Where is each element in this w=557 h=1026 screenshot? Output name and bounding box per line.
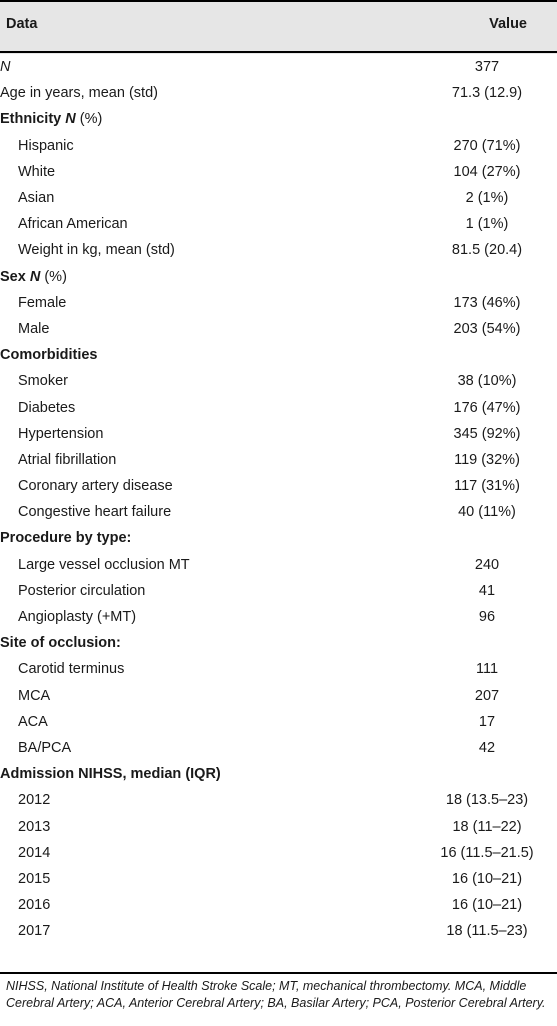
row-value: 38 (10%) [457,373,517,390]
row-label: Posterior circulation [18,582,146,599]
table-row [0,499,557,525]
row-label: Age in years, mean (std) [0,85,158,102]
row-label-bold: Ethnicity [0,111,66,128]
table-row [0,473,557,499]
bottom-rule [0,972,557,974]
table-row [0,892,557,918]
row-value: 176 (47%) [453,399,521,416]
row-value [417,525,557,551]
table-row [0,185,557,211]
row-value: 18 (11–22) [452,818,522,835]
row-value [417,761,557,787]
row-label: African American [18,216,128,233]
row-label: Asian [18,190,55,207]
row-label: White [18,163,56,180]
table-row [0,866,557,892]
row-value: 203 (54%) [453,320,521,337]
row-label: Large vessel occlusion MT [18,556,190,573]
table-row [0,787,557,813]
table-row [0,761,557,787]
header-rule [0,51,557,53]
row-value: 270 (71%) [453,137,521,154]
row-value: 16 (10–21) [451,897,523,914]
row-value: 42 [478,739,496,756]
row-label-bold: Sex [0,268,30,285]
table-row [0,394,557,420]
table-row [0,578,557,604]
row-value: 71.3 (12.9) [451,85,523,102]
row-label: Smoker [18,373,68,390]
row-value: 1 (1%) [465,216,509,233]
row-value: 117 (31%) [454,478,520,495]
row-label [0,264,417,290]
row-value: 17 [478,713,496,730]
row-value [417,106,557,132]
table-row [0,604,557,630]
row-label: BA/PCA [18,739,72,756]
row-label: MCA [18,687,51,704]
table-row [0,813,557,839]
row-label: Hypertension [18,425,104,442]
row-label: N [0,59,11,76]
row-label-italic: N [29,268,41,285]
data-table [0,54,557,944]
row-label: Comorbidities [0,347,98,364]
table-row [0,840,557,866]
table-body [0,54,557,944]
table-row [0,735,557,761]
row-label: Weight in kg, mean (std) [18,242,175,259]
table-footnote: NIHSS, National Institute of Health Stroke Scale; MT, mechanical thrombectomy. MCA, Middle Cerebral Artery; ACA, Anterior Cerebral Artery; BA, Basilar Artery; PCA, Posterior Cerebral Artery. [6,979,546,1010]
row-label: Male [18,320,50,337]
table-row [0,106,557,132]
row-value [417,264,557,290]
table-row [0,211,557,237]
table-row [0,630,557,656]
row-label: Congestive heart failure [18,504,172,521]
row-label: 2013 [18,818,51,835]
row-label [0,106,417,132]
column-header-data: Data [6,16,38,32]
table-row [0,421,557,447]
row-label: Angioplasty (+MT) [18,609,137,626]
row-value: 240 [474,556,500,573]
table-row [0,342,557,368]
table-row [0,709,557,735]
row-value: 207 [474,687,500,704]
row-value: 377 [474,59,500,76]
row-value: 345 (92%) [453,425,521,442]
table-row [0,80,557,106]
row-value: 16 (11.5–21.5) [440,844,534,861]
row-value: 18 (13.5–23) [445,792,529,809]
row-label-rest: (%) [40,268,67,285]
row-value: 104 (27%) [453,163,521,180]
table-row [0,683,557,709]
top-rule [0,0,557,2]
row-label: ACA [18,713,48,730]
table-row [0,290,557,316]
table-row [0,525,557,551]
row-value: 40 (11%) [458,504,516,521]
table-row [0,447,557,473]
row-label: Atrial fibrillation [18,451,117,468]
column-header-value: Value [489,16,527,32]
table-row [0,264,557,290]
row-value: 18 (11.5–23) [446,923,528,940]
row-value: 111 [475,661,499,678]
row-label: Site of occlusion: [0,635,121,652]
row-label: 2016 [18,897,51,914]
row-label: 2012 [18,792,51,809]
table-row [0,368,557,394]
row-value: 2 (1%) [465,190,509,207]
table-row [0,656,557,682]
row-label: Admission NIHSS, median (IQR) [0,766,221,783]
row-label: Diabetes [18,399,76,416]
table-row [0,552,557,578]
row-label: 2017 [18,923,51,940]
row-label: 2015 [18,870,51,887]
row-value: 16 (10–21) [451,870,523,887]
row-label: 2014 [18,844,51,861]
row-value: 81.5 (20.4) [451,242,523,259]
row-value: 173 (46%) [453,294,521,311]
table-row [0,918,557,944]
row-label-italic: N [65,111,76,128]
row-label-rest: (%) [75,111,103,128]
row-label: Procedure by type: [0,530,132,547]
table-row [0,133,557,159]
table-row [0,316,557,342]
table-row [0,159,557,185]
table-header-background [0,0,557,54]
row-value [417,342,557,368]
row-label: Carotid terminus [18,661,125,678]
row-value: 96 [478,609,496,626]
row-value [417,630,557,656]
row-value: 119 (32%) [454,451,520,468]
row-label: Female [18,294,67,311]
row-label: Coronary artery disease [18,478,173,495]
row-value: 41 [478,582,496,599]
table-row [0,54,557,80]
table-row [0,237,557,263]
row-label: Hispanic [18,137,74,154]
